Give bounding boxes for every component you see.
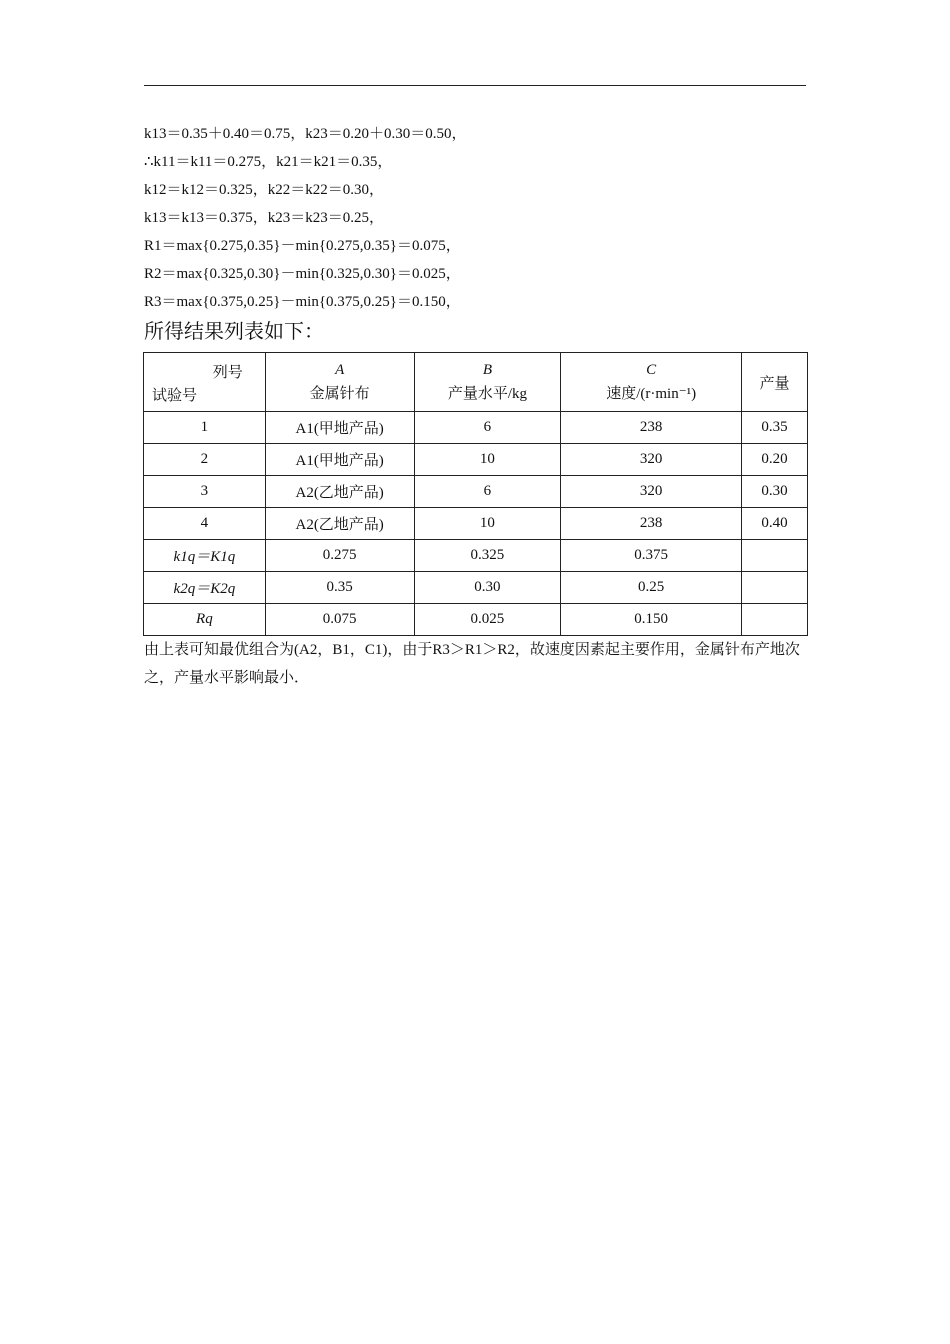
conclusion-paragraph: 由上表可知最优组合为(A2，B1，C1)，由于R3＞R1＞R2，故速度因素起主要作用，金属针布产地次之，产量水平影响最小． [144, 642, 800, 686]
table-row [144, 508, 808, 540]
header-rule [144, 85, 806, 86]
col-output-header: 产量 [742, 353, 808, 412]
factor-a-cell: A1(甲地产品) [265, 444, 414, 476]
summary-row [144, 540, 808, 572]
corner-bottom-label: 试验号 [152, 388, 198, 404]
col-b-name: 产量水平/kg [447, 386, 527, 402]
summary-b-cell: 0.325 [414, 540, 561, 572]
summary-c-cell: 0.150 [561, 604, 742, 636]
col-c-header [561, 353, 742, 412]
col-b-header [414, 353, 561, 412]
output-cell: 0.40 [742, 508, 808, 540]
calc-line: k12＝k12＝0.325，k22＝k22＝0.30， [144, 182, 385, 198]
corner-top-label: 列号 [212, 365, 243, 381]
summary-label: k1q＝K1q [144, 540, 266, 572]
output-cell: 0.30 [742, 476, 808, 508]
calc-line: ∴k11＝k11＝0.275，k21＝k21＝0.35， [144, 154, 393, 170]
summary-label: k2q＝K2q [144, 572, 266, 604]
trial-number: 3 [144, 476, 266, 508]
calculation-lines [144, 120, 844, 316]
summary-row [144, 572, 808, 604]
output-cell: 0.20 [742, 444, 808, 476]
summary-empty-cell [742, 604, 808, 636]
calc-line: R3＝max{0.375,0.25}－min{0.375,0.25}＝0.150， [144, 294, 461, 310]
table-header-row [144, 353, 808, 412]
output-cell: 0.35 [742, 412, 808, 444]
col-a-letter: A [335, 362, 345, 378]
table-row [144, 444, 808, 476]
col-c-letter: C [646, 362, 657, 378]
summary-b-cell: 0.025 [414, 604, 561, 636]
summary-empty-cell [742, 572, 808, 604]
factor-c-cell: 238 [561, 412, 742, 444]
table-row [144, 476, 808, 508]
results-table [143, 352, 808, 636]
calc-line: R1＝max{0.275,0.35}－min{0.275,0.35}＝0.075， [144, 238, 461, 254]
summary-a-cell: 0.275 [265, 540, 414, 572]
trial-number: 2 [144, 444, 266, 476]
factor-b-cell: 6 [414, 412, 561, 444]
factor-a-cell: A2(乙地产品) [265, 508, 414, 540]
corner-cell [144, 353, 266, 412]
factor-c-cell: 238 [561, 508, 742, 540]
summary-a-cell: 0.075 [265, 604, 414, 636]
col-a-name: 金属针布 [309, 386, 370, 402]
summary-c-cell: 0.25 [561, 572, 742, 604]
summary-b-cell: 0.30 [414, 572, 561, 604]
col-c-name: 速度/(r·min⁻¹) [606, 386, 697, 402]
table-row [144, 412, 808, 444]
summary-empty-cell [742, 540, 808, 572]
summary-label: Rq [144, 604, 266, 636]
factor-a-cell: A2(乙地产品) [265, 476, 414, 508]
factor-c-cell: 320 [561, 476, 742, 508]
trial-number: 1 [144, 412, 266, 444]
factor-b-cell: 10 [414, 508, 561, 540]
factor-b-cell: 10 [414, 444, 561, 476]
calc-line: R2＝max{0.325,0.30}－min{0.325,0.30}＝0.025， [144, 266, 461, 282]
calc-line: k13＝k13＝0.375，k23＝k23＝0.25， [144, 210, 385, 226]
table-heading: 所得结果列表如下： [144, 319, 324, 343]
factor-a-cell: A1(甲地产品) [265, 412, 414, 444]
factor-c-cell: 320 [561, 444, 742, 476]
calc-line: k13＝0.35＋0.40＝0.75，k23＝0.20＋0.30＝0.50， [144, 126, 467, 142]
trial-number: 4 [144, 508, 266, 540]
summary-a-cell: 0.35 [265, 572, 414, 604]
factor-b-cell: 6 [414, 476, 561, 508]
col-b-letter: B [482, 362, 492, 378]
col-a-header [265, 353, 414, 412]
summary-c-cell: 0.375 [561, 540, 742, 572]
summary-row [144, 604, 808, 636]
